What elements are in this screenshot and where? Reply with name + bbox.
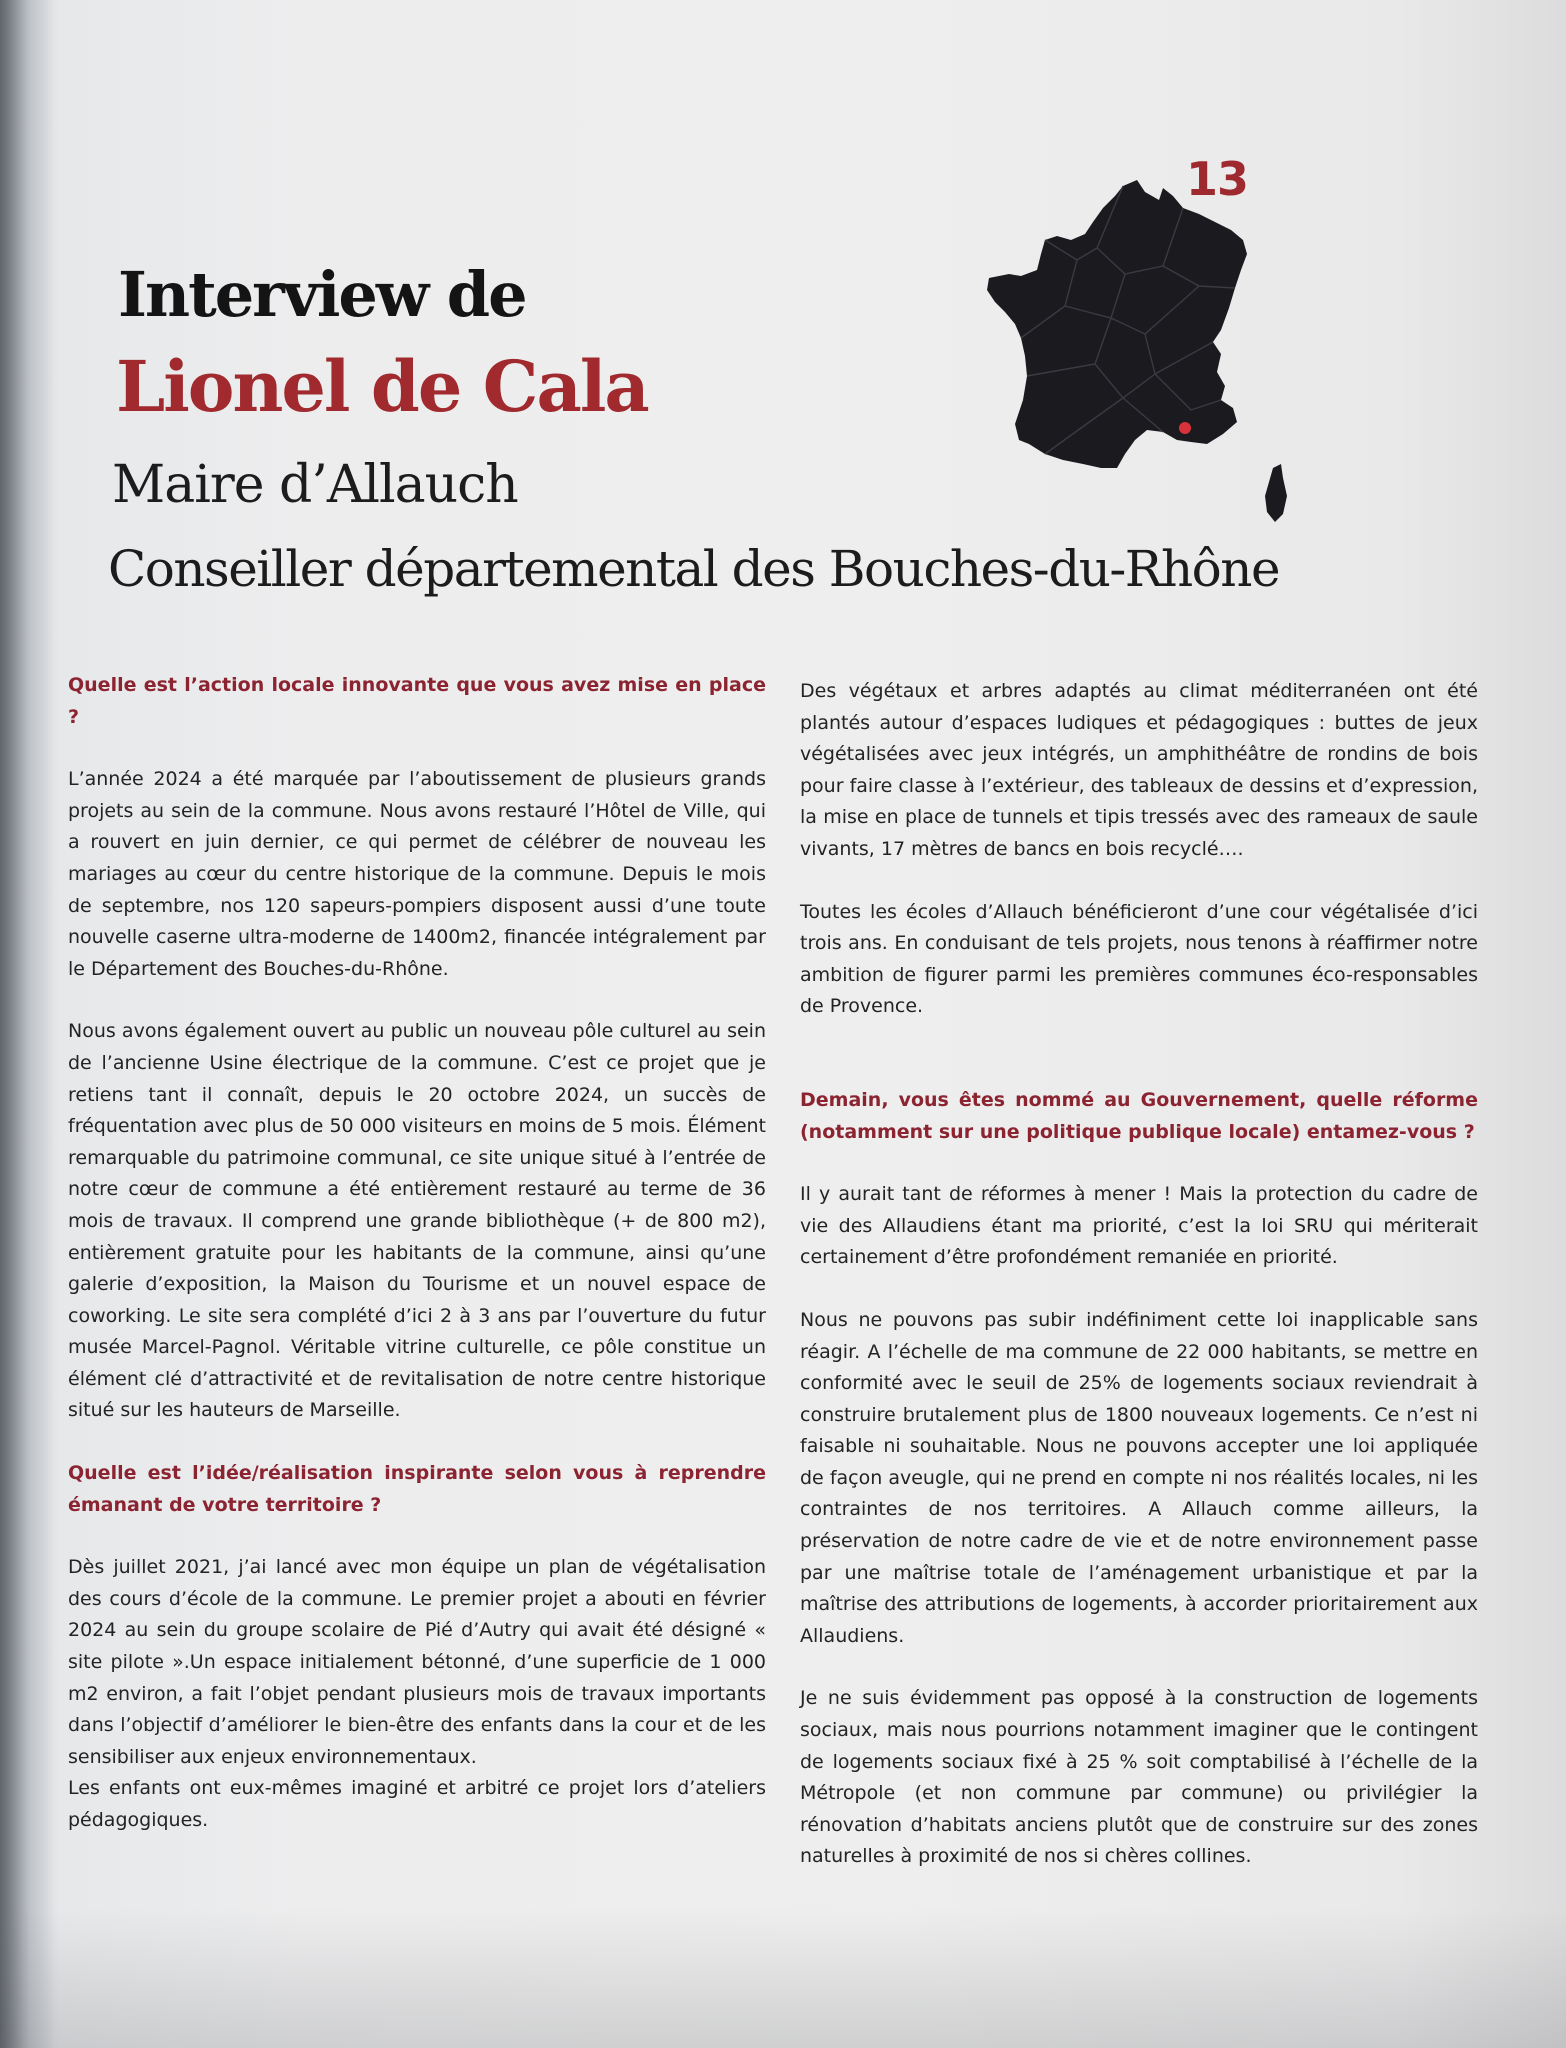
answer-2-paragraph-1: Dès juillet 2021, j’ai lancé avec mon équipe un plan de végétalisation des cours d’école de la commune. Le premier projet a abouti en février 2024 au sein du groupe scolaire de Pié d’Autry qui avait été désigné « site pilote ».Un espace initialement bétonné, d’une superficie de 1 000 m2 environ, a fait l’objet pendant plusieurs mois de travaux importants dans l’objectif d’améliorer le bien-être des enfants dans la cour et de les sensibiliser aux enjeux environnementaux. [68,1556,766,1768]
right-column [800,676,1478,1873]
answer-2-paragraph-2: Les enfants ont eux-mêmes imaginé et arbitré ce projet lors d’ateliers pédagogiques. [68,1777,766,1831]
allauch-marker [1179,422,1191,434]
page-number: 13 [1186,152,1249,206]
title-name: Lionel de Cala [116,345,648,428]
answer-2-paragraph-3: Des végétaux et arbres adaptés au climat méditerranéen ont été plantés autour d’espaces ludiques et pédagogiques : buttes de jeux végétalisées avec jeux intégrés, un amphithéâtre de rondins de bois pour faire classe à l’extérieur, des tableaux de dessins et d’expression, la mise en place de tunnels et tipis tressés avec des rameaux de saule vivants, 17 mètres de bancs en bois recyclé…. [800,680,1478,860]
bottom-shade [0,1908,1566,2048]
france-map-icon [985,178,1325,528]
answer-3-paragraph-2: Nous ne pouvons pas subir indéfiniment cette loi inapplicable sans réagir. A l’échelle de ma commune de 22 000 habitants, se mettre en conformité avec le seuil de 25% de logements sociaux reviendrait à construire brutalement plus de 1800 nouveaux logements. Ce n’est ni faisable ni souhaitable. Nous ne pouvons accepter une loi appliquée de façon aveugle, qui ne prend en compte ni nos réalités locales, ni les contraintes de nos territoires. A Allauch comme ailleurs, la préservation de notre cadre de vie et de notre environnement passe par une maîtrise totale de l’aménagement urbanistique et par la maîtrise des attributions de logements, à accorder prioritairement aux Allaudiens. [800,1308,1478,1647]
answer-3-paragraph-1: Il y aurait tant de réformes à mener ! Mais la protection du cadre de vie des Allaudiens étant ma priorité, c’est la loi SRU qui mériterait certainement d’être profondément remaniée en priorité. [800,1183,1478,1269]
left-column [68,670,766,1837]
question-2: Quelle est l’idée/réalisation inspirante selon vous à reprendre émanant de votre territoire ? [68,1462,766,1516]
title-interview: Interview de [118,258,526,331]
question-3: Demain, vous êtes nommé au Gouvernement, quelle réforme (notamment sur une politique publique locale) entamez-vous ? [800,1088,1478,1143]
answer-1-paragraph-1: L’année 2024 a été marquée par l’aboutissement de plusieurs grands projets au sein de la commune. Nous avons restauré l’Hôtel de Ville, qui a rouvert en juin dernier, ce qui permet de célébrer de nouveau les mariages au cœur du centre historique de la commune. Depuis le mois de septembre, nos 120 sapeurs-pompiers disposent aussi d’une toute nouvelle caserne ultra-moderne de 1400m2, financée intégralement par le Département des Bouches-du-Rhône. [68,768,766,980]
france-mainland-shape [987,180,1247,468]
question-1: Quelle est l’action locale innovante que vous avez mise en place ? [68,674,766,728]
binding-shadow [0,0,60,2048]
subtitle-councillor: Conseiller départemental des Bouches-du-Rhône [108,540,1280,598]
subtitle-mayor: Maire d’Allauch [112,455,518,515]
answer-2-paragraph-4: Toutes les écoles d’Allauch bénéficieront d’une cour végétalisée d’ici trois ans. En conduisant de tels projets, nous tenons à réaffirmer notre ambition de figurer parmi les premières communes éco-responsables de Provence. [800,900,1478,1018]
answer-3-paragraph-3: Je ne suis évidemment pas opposé à la construction de logements sociaux, mais nous pourrions notamment imaginer que le contingent de logements sociaux fixé à 25 % soit comptabilisé à l’échelle de la Métropole (et non commune par commune) ou privilégier la rénovation d’habitats anciens plutôt que de construire sur des zones naturelles à proximité de nos si chères collines. [800,1687,1478,1868]
corsica-shape [1265,464,1287,522]
answer-1-paragraph-2: Nous avons également ouvert au public un nouveau pôle culturel au sein de l’ancienne Usine électrique de la commune. C’est ce projet que je retiens tant il connaît, depuis le 20 octobre 2024, un succès de fréquentation avec plus de 50 000 visiteurs en moins de 5 mois. Élément remarquable du patrimoine communal, ce site unique situé à l’entrée de notre cœur de commune a été entièrement restauré au terme de 36 mois de travaux. Il comprend une grande bibliothèque (+ de 800 m2), entièrement gratuite pour les habitants de la commune, ainsi qu’une galerie d’exposition, la Maison du Tourisme et un nouvel espace de coworking. Le site sera complété d’ici 2 à 3 ans par l’ouverture du futur musée Marcel-Pagnol. Véritable vitrine culturelle, ce pôle constitue un élément clé d’attractivité et de revitalisation de notre centre historique situé sur les hauteurs de Marseille. [68,1020,766,1422]
